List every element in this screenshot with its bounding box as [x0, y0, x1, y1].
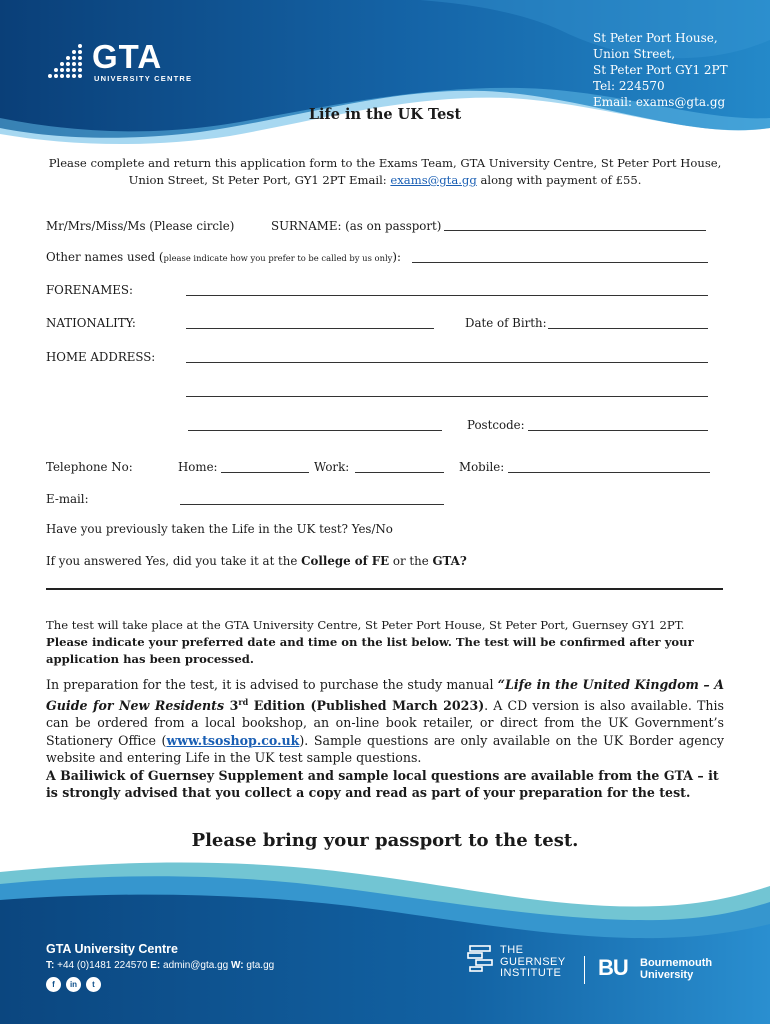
college-option: College of FE — [301, 554, 390, 568]
partner-line: GUERNSEY — [500, 955, 566, 968]
forenames-field[interactable] — [186, 295, 708, 296]
footer-contact — [46, 960, 274, 971]
facebook-icon[interactable]: f — [46, 977, 61, 992]
previous-test-question: Have you previously taken the Life in the UK test? Yes/No — [46, 522, 393, 536]
email-prefix: E: — [150, 960, 161, 971]
postcode-field[interactable] — [528, 430, 708, 431]
header-address — [593, 30, 728, 110]
partner-line: University — [640, 968, 694, 981]
linkedin-icon[interactable]: in — [66, 977, 81, 992]
web-prefix: W: — [231, 960, 244, 971]
other-names-label — [46, 250, 401, 264]
guernsey-institute-name — [500, 945, 566, 980]
study-text: In preparation for the test, it is advised to purchase the study manual — [46, 677, 498, 692]
partner-line: THE — [500, 944, 524, 956]
other-names-note: please indicate how you prefer to be called by us only — [163, 253, 393, 263]
logo-dot-matrix-icon — [44, 42, 88, 82]
edition-suffix: rd — [238, 696, 249, 707]
nationality-field[interactable] — [186, 328, 434, 329]
gta-logo — [44, 40, 194, 86]
logo-subtitle: UNIVERSITY CENTRE — [94, 74, 193, 83]
footer-wave-background — [0, 850, 770, 1024]
partner-separator — [584, 956, 585, 984]
question-or: or the — [389, 554, 433, 568]
preferred-date-notice: Please indicate your preferred date and time on the list below. The test will be confirmed after your application has been processed. — [46, 635, 694, 666]
email-label: E-mail: — [46, 492, 89, 506]
postcode-label: Postcode: — [467, 418, 525, 432]
work-phone-field[interactable] — [355, 472, 444, 473]
study-text-2: . A CD version is also available. This can be ordered from a local bookshop, an on-line book retailer, or direct from the UK Government’s Stationery Office ( — [46, 697, 724, 748]
supplement-notice: A Bailiwick of Guernsey Supplement and sample local questions are available from the GTA – it is strongly advised that you collect a copy and read as part of your preparation for the test. — [46, 767, 719, 801]
partner-line: Bournemouth — [640, 957, 713, 969]
study-manual-paragraph — [46, 676, 724, 802]
footer-website[interactable]: gta.gg — [243, 960, 275, 971]
surname-label: SURNAME: (as on passport) — [271, 219, 442, 233]
guernsey-institute-icon — [466, 944, 494, 972]
page-title: Life in the UK Test — [308, 106, 462, 123]
work-phone-label: Work: — [314, 460, 350, 474]
question-text: If you answered Yes, did you take it at the — [46, 554, 302, 568]
email-field[interactable] — [180, 504, 444, 505]
passport-notice: Please bring your passport to the test. — [191, 830, 579, 851]
dob-label: Date of Birth: — [465, 316, 547, 330]
address-line: St Peter Port GY1 2PT — [593, 63, 728, 77]
telephone-label: Telephone No: — [46, 460, 133, 474]
test-info-paragraph — [46, 617, 724, 668]
footer-email[interactable]: admin@gta.gg — [160, 960, 232, 971]
address-email: Email: exams@gta.gg — [593, 95, 726, 109]
address-field-line-1[interactable] — [186, 362, 708, 363]
tsoshop-link[interactable]: www.tsoshop.co.uk — [166, 732, 300, 748]
partner-line: INSTITUTE — [500, 967, 562, 979]
intro-paragraph — [40, 155, 730, 189]
manual-title: “Life in the United Kingdom – A Guide for New Residents — [46, 677, 724, 713]
intro-text-end: along with payment of £55. — [476, 173, 642, 187]
address-field-line-2[interactable] — [186, 396, 708, 397]
mobile-field[interactable] — [508, 472, 710, 473]
forenames-label: FORENAMES: — [46, 283, 133, 297]
guernsey-institute-logo — [466, 942, 586, 986]
footer-phone: +44 (0)1481 224570 — [54, 960, 151, 971]
test-location-text: The test will take place at the GTA University Centre, St Peter Port House, St Peter Port, Guernsey GY1 2PT. — [46, 618, 685, 632]
surname-field[interactable] — [444, 230, 706, 231]
footer-org-name: GTA University Centre — [46, 942, 178, 956]
section-divider — [46, 588, 723, 590]
mobile-label: Mobile: — [459, 460, 505, 474]
other-names-text: Other names used ( — [46, 250, 164, 264]
address-phone: Tel: 224570 — [593, 79, 665, 93]
other-names-field[interactable] — [412, 262, 708, 263]
phone-prefix: T: — [46, 960, 55, 971]
bournemouth-logo-mark: BU — [598, 955, 628, 980]
address-field-line-3[interactable] — [188, 430, 442, 431]
other-names-end: ): — [392, 250, 401, 264]
intro-email-link[interactable]: exams@gta.gg — [390, 173, 477, 187]
logo-wordmark: GTA — [92, 38, 163, 75]
title-label: Mr/Mrs/Miss/Ms (Please circle) — [46, 219, 235, 233]
test-location-question — [46, 554, 467, 568]
address-line: Union Street, — [593, 47, 676, 61]
address-line: St Peter Port House, — [593, 31, 718, 45]
intro-text: Please complete and return this application form to the Exams Team, GTA University Centre, St Peter Port House, Union Street, St Peter Port, GY1 2PT Email: — [48, 156, 722, 187]
home-phone-label: Home: — [178, 460, 218, 474]
home-phone-field[interactable] — [221, 472, 309, 473]
edition-number: 3 — [229, 697, 239, 713]
edition-details: Edition (Published March 2023) — [248, 697, 485, 713]
twitter-icon[interactable]: t — [86, 977, 101, 992]
study-text-3: ). Sample questions are only available on the UK Border agency website and entering Life in the UK test sample questions. — [46, 732, 724, 766]
gta-option: GTA? — [432, 554, 467, 568]
nationality-label: NATIONALITY: — [46, 316, 136, 330]
address-label: HOME ADDRESS: — [46, 350, 156, 364]
dob-field[interactable] — [548, 328, 708, 329]
bournemouth-university-name — [640, 958, 712, 981]
